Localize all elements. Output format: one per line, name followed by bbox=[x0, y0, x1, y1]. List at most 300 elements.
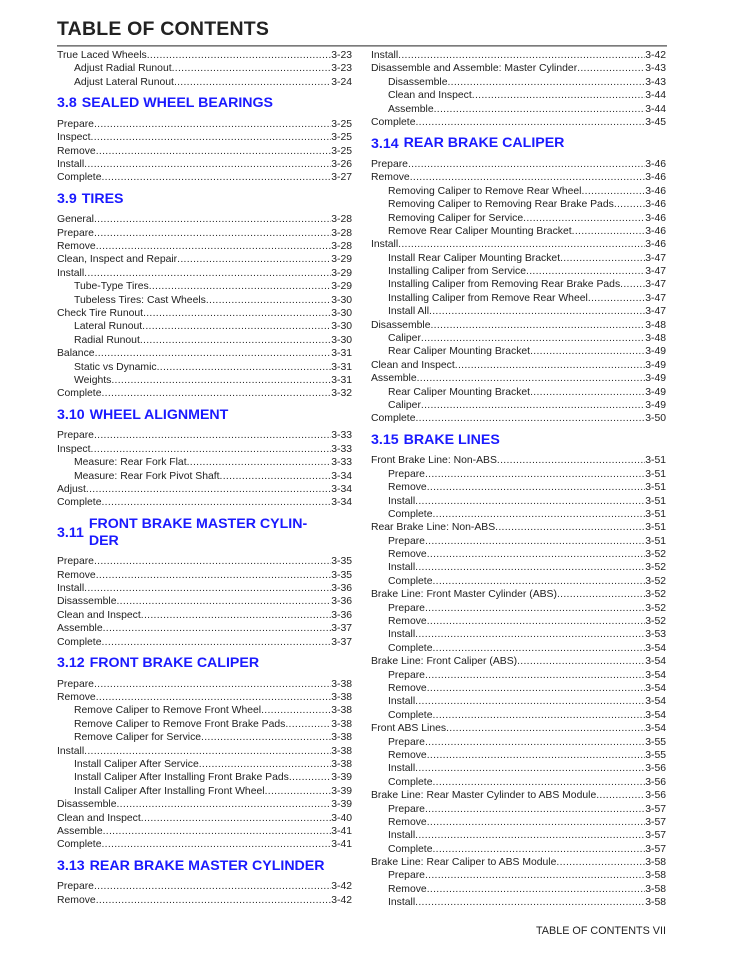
dot-leader bbox=[425, 602, 645, 615]
toc-entry-page: 3-24 bbox=[331, 76, 352, 88]
section-number: 3.14 bbox=[371, 135, 399, 152]
toc-entry[interactable] bbox=[57, 253, 352, 266]
dot-leader bbox=[157, 361, 332, 374]
toc-entry[interactable] bbox=[371, 89, 666, 102]
page-title: TABLE OF CONTENTS bbox=[57, 18, 270, 40]
dot-leader bbox=[523, 212, 645, 225]
section-title: WHEEL ALIGNMENT bbox=[89, 406, 229, 423]
dot-leader bbox=[86, 483, 331, 496]
toc-entry-title: Brake Line: Front Master Cylinder (ABS) bbox=[371, 589, 557, 601]
toc-entry-title: Disassemble bbox=[371, 319, 431, 331]
toc-entry[interactable] bbox=[57, 320, 352, 333]
toc-entry-page: 3-38 bbox=[331, 705, 352, 717]
dot-leader bbox=[560, 252, 645, 265]
toc-entry-title: Assemble bbox=[371, 373, 417, 385]
dot-leader bbox=[285, 718, 331, 731]
dot-leader bbox=[94, 429, 331, 442]
dot-leader bbox=[432, 776, 645, 789]
toc-entry-title: Brake Line: Rear Caliper to ABS Module bbox=[371, 857, 557, 869]
toc-entry[interactable] bbox=[371, 628, 666, 641]
toc-entry[interactable] bbox=[371, 198, 666, 211]
toc-entry-page: 3-53 bbox=[645, 629, 666, 641]
dot-leader bbox=[91, 443, 332, 456]
toc-entry[interactable] bbox=[371, 816, 666, 829]
dot-leader bbox=[84, 158, 331, 171]
dot-leader bbox=[577, 62, 645, 75]
toc-entry[interactable] bbox=[57, 443, 352, 456]
toc-entry-page: 3-23 bbox=[331, 63, 352, 75]
dot-leader bbox=[415, 896, 645, 909]
section-heading bbox=[57, 401, 352, 430]
toc-entry-page: 3-37 bbox=[331, 623, 352, 635]
dot-leader bbox=[94, 118, 331, 131]
toc-entry-title: Disassemble bbox=[388, 76, 448, 88]
dot-leader bbox=[425, 736, 645, 749]
toc-entry-page: 3-51 bbox=[645, 535, 666, 547]
toc-entry-title: Install bbox=[57, 158, 85, 170]
toc-entry-title: Clean, Inspect and Repair bbox=[57, 254, 178, 266]
toc-entry-page: 3-51 bbox=[645, 522, 666, 534]
toc-entry-page: 3-23 bbox=[331, 50, 352, 61]
toc-entry[interactable] bbox=[57, 387, 352, 400]
toc-entry[interactable] bbox=[371, 602, 666, 615]
toc-entry[interactable] bbox=[57, 62, 352, 75]
toc-entry[interactable] bbox=[57, 361, 352, 374]
toc-entry[interactable] bbox=[57, 569, 352, 582]
toc-entry-title: Install bbox=[388, 562, 416, 574]
toc-entry-title: Complete bbox=[388, 508, 433, 520]
toc-entry-page: 3-52 bbox=[645, 616, 666, 628]
toc-entry-title: Remove bbox=[57, 241, 96, 253]
toc-entry[interactable] bbox=[371, 789, 666, 802]
dot-leader bbox=[455, 359, 645, 372]
toc-entry[interactable] bbox=[371, 412, 666, 425]
dot-leader bbox=[96, 691, 332, 704]
toc-entry[interactable] bbox=[371, 642, 666, 655]
dot-leader bbox=[147, 49, 331, 62]
dot-leader bbox=[143, 307, 331, 320]
toc-entry[interactable] bbox=[57, 838, 352, 851]
toc-entry[interactable] bbox=[57, 267, 352, 280]
dot-leader bbox=[415, 495, 645, 508]
toc-entry-title: Radial Runout bbox=[74, 334, 140, 346]
dot-leader bbox=[572, 225, 646, 238]
dot-leader bbox=[199, 758, 331, 771]
toc-entry[interactable] bbox=[57, 496, 352, 509]
toc-entry-page: 3-56 bbox=[645, 790, 666, 802]
dot-leader bbox=[415, 762, 645, 775]
toc-entry-title: Measure: Rear Fork Pivot Shaft bbox=[74, 470, 220, 482]
section-heading bbox=[57, 510, 352, 556]
toc-entry[interactable] bbox=[57, 609, 352, 622]
toc-entry[interactable] bbox=[371, 883, 666, 896]
toc-entry[interactable] bbox=[57, 771, 352, 784]
dot-leader bbox=[408, 158, 645, 171]
toc-entry[interactable] bbox=[57, 731, 352, 744]
toc-entry[interactable] bbox=[371, 776, 666, 789]
toc-entry-title: Prepare bbox=[388, 602, 425, 614]
dot-leader bbox=[434, 103, 646, 116]
toc-entry[interactable] bbox=[57, 118, 352, 131]
section-heading bbox=[371, 129, 666, 158]
toc-entry-title: Complete bbox=[371, 116, 416, 128]
toc-entry[interactable] bbox=[371, 495, 666, 508]
toc-entry-title: Install bbox=[57, 745, 85, 757]
toc-entry[interactable] bbox=[371, 49, 666, 62]
dot-leader bbox=[220, 470, 332, 483]
toc-entry-title: Complete bbox=[388, 776, 433, 788]
dot-leader bbox=[614, 198, 645, 211]
toc-entry[interactable] bbox=[57, 636, 352, 649]
dot-leader bbox=[94, 880, 331, 893]
toc-entry-title: Adjust Lateral Runout bbox=[74, 76, 174, 88]
dot-leader bbox=[526, 265, 645, 278]
toc-entry-page: 3-32 bbox=[331, 388, 352, 400]
toc-entry[interactable] bbox=[371, 372, 666, 385]
toc-entry[interactable] bbox=[371, 682, 666, 695]
dot-leader bbox=[415, 829, 645, 842]
toc-entry-title: Disassemble bbox=[57, 799, 117, 811]
toc-entry[interactable] bbox=[371, 359, 666, 372]
toc-entry[interactable] bbox=[371, 238, 666, 251]
toc-entry-page: 3-28 bbox=[331, 214, 352, 226]
toc-entry-page: 3-49 bbox=[645, 373, 666, 385]
toc-entry[interactable] bbox=[371, 803, 666, 816]
toc-entry-page: 3-41 bbox=[331, 839, 352, 851]
dot-leader bbox=[530, 386, 645, 399]
toc-entry-title: Remove bbox=[388, 749, 427, 761]
toc-entry[interactable] bbox=[57, 825, 352, 838]
toc-entry[interactable] bbox=[371, 278, 666, 291]
dot-leader bbox=[596, 789, 645, 802]
toc-entry-page: 3-35 bbox=[331, 569, 352, 581]
toc-entry-page: 3-47 bbox=[645, 292, 666, 304]
dot-leader bbox=[432, 709, 645, 722]
toc-entry[interactable] bbox=[371, 116, 666, 129]
dot-leader bbox=[425, 869, 645, 882]
toc-entry[interactable] bbox=[371, 561, 666, 574]
toc-entry-page: 3-31 bbox=[331, 348, 352, 360]
toc-entry-title: Remove Rear Caliper Mounting Bracket bbox=[388, 225, 572, 237]
toc-entry-page: 3-33 bbox=[331, 457, 352, 469]
dot-leader bbox=[142, 320, 331, 333]
toc-entry[interactable] bbox=[57, 718, 352, 731]
toc-entry-page: 3-49 bbox=[645, 346, 666, 358]
dot-leader bbox=[201, 731, 331, 744]
dot-leader bbox=[472, 89, 645, 102]
toc-entry-page: 3-47 bbox=[645, 279, 666, 291]
toc-entry-title: Complete bbox=[57, 636, 102, 648]
toc-entry[interactable] bbox=[371, 305, 666, 318]
toc-entry[interactable] bbox=[57, 131, 352, 144]
toc-entry[interactable] bbox=[371, 386, 666, 399]
toc-entry[interactable] bbox=[57, 470, 352, 483]
dot-leader bbox=[116, 798, 331, 811]
toc-entry-title: Install Caliper After Service bbox=[74, 758, 199, 770]
toc-entry[interactable] bbox=[371, 212, 666, 225]
page-footer: TABLE OF CONTENTS VII bbox=[536, 925, 666, 937]
toc-entry[interactable] bbox=[371, 695, 666, 708]
toc-entry-title: Install bbox=[388, 629, 416, 641]
toc-entry-page: 3-43 bbox=[645, 76, 666, 88]
toc-entry[interactable] bbox=[371, 896, 666, 909]
dot-leader bbox=[432, 642, 645, 655]
toc-entry-page: 3-46 bbox=[645, 225, 666, 237]
toc-entry[interactable] bbox=[371, 521, 666, 534]
toc-entry-page: 3-38 bbox=[331, 732, 352, 744]
toc-entry[interactable] bbox=[371, 508, 666, 521]
toc-entry[interactable] bbox=[57, 880, 352, 893]
toc-entry-page: 3-39 bbox=[331, 772, 352, 784]
toc-entry-page: 3-54 bbox=[645, 723, 666, 735]
toc-entry[interactable] bbox=[371, 399, 666, 412]
toc-entry-title: Remove Caliper for Service bbox=[74, 732, 202, 744]
toc-entry-title: Complete bbox=[388, 575, 433, 587]
toc-entry[interactable] bbox=[371, 265, 666, 278]
toc-entry-page: 3-42 bbox=[645, 50, 666, 61]
toc-entry-page: 3-28 bbox=[331, 241, 352, 253]
toc-entry-page: 3-36 bbox=[331, 596, 352, 608]
section-heading bbox=[57, 185, 352, 214]
dot-leader bbox=[430, 319, 645, 332]
dot-leader bbox=[427, 615, 646, 628]
toc-entry-page: 3-36 bbox=[331, 609, 352, 621]
toc-entry[interactable] bbox=[57, 307, 352, 320]
toc-entry-page: 3-46 bbox=[645, 199, 666, 211]
toc-entry[interactable] bbox=[371, 345, 666, 358]
toc-entry-page: 3-46 bbox=[645, 239, 666, 251]
toc-entry-title: Prepare bbox=[388, 803, 425, 815]
toc-entry[interactable] bbox=[371, 575, 666, 588]
toc-entry[interactable] bbox=[57, 745, 352, 758]
toc-entry[interactable] bbox=[57, 294, 352, 307]
toc-entry-title: Prepare bbox=[388, 468, 425, 480]
toc-entry-title: Install bbox=[388, 696, 416, 708]
dot-leader bbox=[96, 569, 332, 582]
toc-entry[interactable] bbox=[371, 856, 666, 869]
toc-entry[interactable] bbox=[57, 227, 352, 240]
toc-entry-title: Caliper bbox=[388, 333, 421, 345]
toc-entry-page: 3-31 bbox=[331, 375, 352, 386]
toc-entry-page: 3-45 bbox=[645, 116, 666, 128]
toc-entry-title: Remove bbox=[388, 616, 427, 628]
toc-entry-title: Clean and Inspect bbox=[57, 609, 141, 621]
toc-entry[interactable] bbox=[57, 798, 352, 811]
toc-entry-page: 3-49 bbox=[645, 399, 666, 411]
toc-entry-title: Prepare bbox=[371, 158, 408, 170]
toc-entry[interactable] bbox=[57, 158, 352, 171]
dot-leader bbox=[588, 292, 645, 305]
toc-entry[interactable] bbox=[371, 185, 666, 198]
toc-entry[interactable] bbox=[371, 103, 666, 116]
section-number: 3.11 bbox=[57, 524, 84, 541]
toc-entry-page: 3-38 bbox=[331, 692, 352, 704]
toc-entry-title: Complete bbox=[57, 839, 102, 851]
toc-entry[interactable] bbox=[371, 468, 666, 481]
toc-entry-title: Installing Caliper from Service bbox=[388, 266, 527, 278]
toc-entry-page: 3-56 bbox=[645, 763, 666, 775]
toc-entry[interactable] bbox=[57, 49, 352, 62]
toc-entry[interactable] bbox=[371, 829, 666, 842]
toc-entry[interactable] bbox=[371, 869, 666, 882]
dot-leader bbox=[101, 171, 331, 184]
toc-entry[interactable] bbox=[371, 292, 666, 305]
toc-entry[interactable] bbox=[371, 615, 666, 628]
toc-entry-page: 3-34 bbox=[331, 470, 352, 482]
dot-leader bbox=[187, 456, 332, 469]
toc-entry[interactable] bbox=[57, 894, 352, 907]
toc-entry-title: Remove bbox=[388, 816, 427, 828]
toc-entry[interactable] bbox=[371, 535, 666, 548]
toc-entry[interactable] bbox=[371, 158, 666, 171]
toc-entry-page: 3-47 bbox=[645, 306, 666, 318]
toc-entry[interactable] bbox=[57, 483, 352, 496]
toc-entry-page: 3-38 bbox=[331, 718, 352, 730]
toc-entry[interactable] bbox=[371, 481, 666, 494]
toc-entry[interactable] bbox=[371, 722, 666, 735]
toc-entry[interactable] bbox=[57, 622, 352, 635]
toc-entry-page: 3-30 bbox=[331, 294, 352, 306]
dot-leader bbox=[141, 812, 331, 825]
dot-leader bbox=[84, 267, 331, 280]
toc-entry[interactable] bbox=[371, 76, 666, 89]
toc-entry[interactable] bbox=[371, 225, 666, 238]
section-heading bbox=[57, 649, 352, 678]
dot-leader bbox=[410, 171, 646, 184]
toc-entry[interactable] bbox=[57, 456, 352, 469]
toc-entry[interactable] bbox=[57, 334, 352, 347]
dot-leader bbox=[620, 278, 645, 291]
toc-entry-page: 3-46 bbox=[645, 212, 666, 224]
toc-entry-title: Removing Caliper to Removing Rear Brake Pads bbox=[388, 199, 614, 211]
toc-entry[interactable] bbox=[371, 454, 666, 467]
toc-entry-page: 3-38 bbox=[331, 758, 352, 770]
toc-entry-page: 3-44 bbox=[645, 90, 666, 102]
toc-entry[interactable] bbox=[57, 347, 352, 360]
toc-entry[interactable] bbox=[57, 582, 352, 595]
toc-entry-page: 3-54 bbox=[645, 696, 666, 708]
toc-entry-page: 3-34 bbox=[331, 497, 352, 509]
toc-entry[interactable] bbox=[371, 669, 666, 682]
toc-entry[interactable] bbox=[371, 762, 666, 775]
toc-entry[interactable] bbox=[371, 332, 666, 345]
toc-entry-page: 3-33 bbox=[331, 430, 352, 442]
toc-entry-title: Installing Caliper from Removing Rear Brake Pads bbox=[388, 279, 621, 291]
toc-entry[interactable] bbox=[371, 736, 666, 749]
dot-leader bbox=[495, 521, 645, 534]
toc-entry-title: Install bbox=[388, 763, 416, 775]
toc-entry-title: Prepare bbox=[57, 118, 94, 130]
section-title: FRONT BRAKE MASTER CYLIN- DER bbox=[88, 515, 308, 549]
dot-leader bbox=[101, 496, 331, 509]
dot-leader bbox=[417, 372, 646, 385]
toc-entry[interactable] bbox=[371, 548, 666, 561]
section-number: 3.10 bbox=[57, 407, 85, 424]
toc-entry-title: Tube-Type Tires bbox=[74, 281, 149, 293]
section-number: 3.15 bbox=[371, 432, 399, 449]
toc-entry-title: Install bbox=[388, 897, 416, 909]
toc-entry-page: 3-46 bbox=[645, 158, 666, 170]
dot-leader bbox=[446, 722, 645, 735]
dot-leader bbox=[174, 76, 331, 89]
toc-entry-page: 3-51 bbox=[645, 468, 666, 480]
toc-entry[interactable] bbox=[57, 429, 352, 442]
toc-entry-title: Install bbox=[388, 830, 416, 842]
dot-leader bbox=[116, 595, 331, 608]
toc-entry[interactable] bbox=[57, 595, 352, 608]
toc-entry-page: 3-43 bbox=[645, 63, 666, 75]
toc-entry[interactable] bbox=[371, 655, 666, 668]
title-divider bbox=[57, 45, 667, 47]
toc-entry-page: 3-52 bbox=[645, 602, 666, 614]
toc-entry-title: Disassemble bbox=[57, 596, 117, 608]
toc-entry[interactable] bbox=[57, 678, 352, 691]
toc-entry[interactable] bbox=[371, 588, 666, 601]
toc-entry-page: 3-30 bbox=[331, 334, 352, 346]
toc-entry-page: 3-40 bbox=[331, 812, 352, 824]
toc-entry-page: 3-54 bbox=[645, 642, 666, 654]
toc-entry-page: 3-54 bbox=[645, 682, 666, 694]
toc-entry[interactable] bbox=[57, 76, 352, 89]
dot-leader bbox=[556, 856, 645, 869]
section-number: 3.9 bbox=[57, 191, 77, 208]
toc-entry[interactable] bbox=[371, 843, 666, 856]
toc-entry[interactable] bbox=[371, 749, 666, 762]
dot-leader bbox=[425, 803, 645, 816]
dot-leader bbox=[398, 49, 645, 62]
toc-entry[interactable] bbox=[371, 252, 666, 265]
toc-entry-title: Remove bbox=[57, 894, 96, 906]
toc-entry[interactable] bbox=[57, 555, 352, 568]
dot-leader bbox=[101, 838, 331, 851]
section-heading bbox=[57, 89, 352, 118]
toc-entry[interactable] bbox=[57, 691, 352, 704]
toc-entry[interactable] bbox=[57, 280, 352, 293]
toc-entry[interactable] bbox=[57, 145, 352, 158]
toc-entry[interactable] bbox=[371, 62, 666, 75]
toc-entry-page: 3-50 bbox=[645, 413, 666, 425]
toc-entry[interactable] bbox=[371, 709, 666, 722]
toc-entry-title: True Laced Wheels bbox=[57, 50, 147, 61]
dot-leader bbox=[427, 682, 646, 695]
dot-leader bbox=[141, 609, 331, 622]
toc-entry[interactable] bbox=[57, 704, 352, 717]
toc-entry[interactable] bbox=[57, 240, 352, 253]
toc-entry-title: Prepare bbox=[388, 870, 425, 882]
toc-entry-title: Complete bbox=[388, 843, 433, 855]
toc-entry-title: Disassemble and Assemble: Master Cylinder bbox=[371, 63, 578, 75]
toc-entry[interactable] bbox=[57, 812, 352, 825]
toc-entry-page: 3-55 bbox=[645, 736, 666, 748]
toc-entry-title: Prepare bbox=[388, 736, 425, 748]
toc-entry-page: 3-56 bbox=[645, 776, 666, 788]
dot-leader bbox=[581, 185, 645, 198]
toc-entry[interactable] bbox=[371, 171, 666, 184]
toc-column-left bbox=[57, 49, 352, 907]
toc-entry[interactable] bbox=[57, 785, 352, 798]
toc-entry[interactable] bbox=[57, 171, 352, 184]
dot-leader bbox=[149, 280, 332, 293]
toc-entry[interactable] bbox=[57, 213, 352, 226]
toc-entry-title: Tubeless Tires: Cast Wheels bbox=[74, 294, 206, 306]
dot-leader bbox=[415, 116, 645, 129]
toc-entry[interactable] bbox=[57, 374, 352, 387]
dot-leader bbox=[427, 481, 646, 494]
toc-entry[interactable] bbox=[371, 319, 666, 332]
toc-entry[interactable] bbox=[57, 758, 352, 771]
section-number: 3.12 bbox=[57, 655, 85, 672]
toc-entry-page: 3-51 bbox=[645, 495, 666, 507]
